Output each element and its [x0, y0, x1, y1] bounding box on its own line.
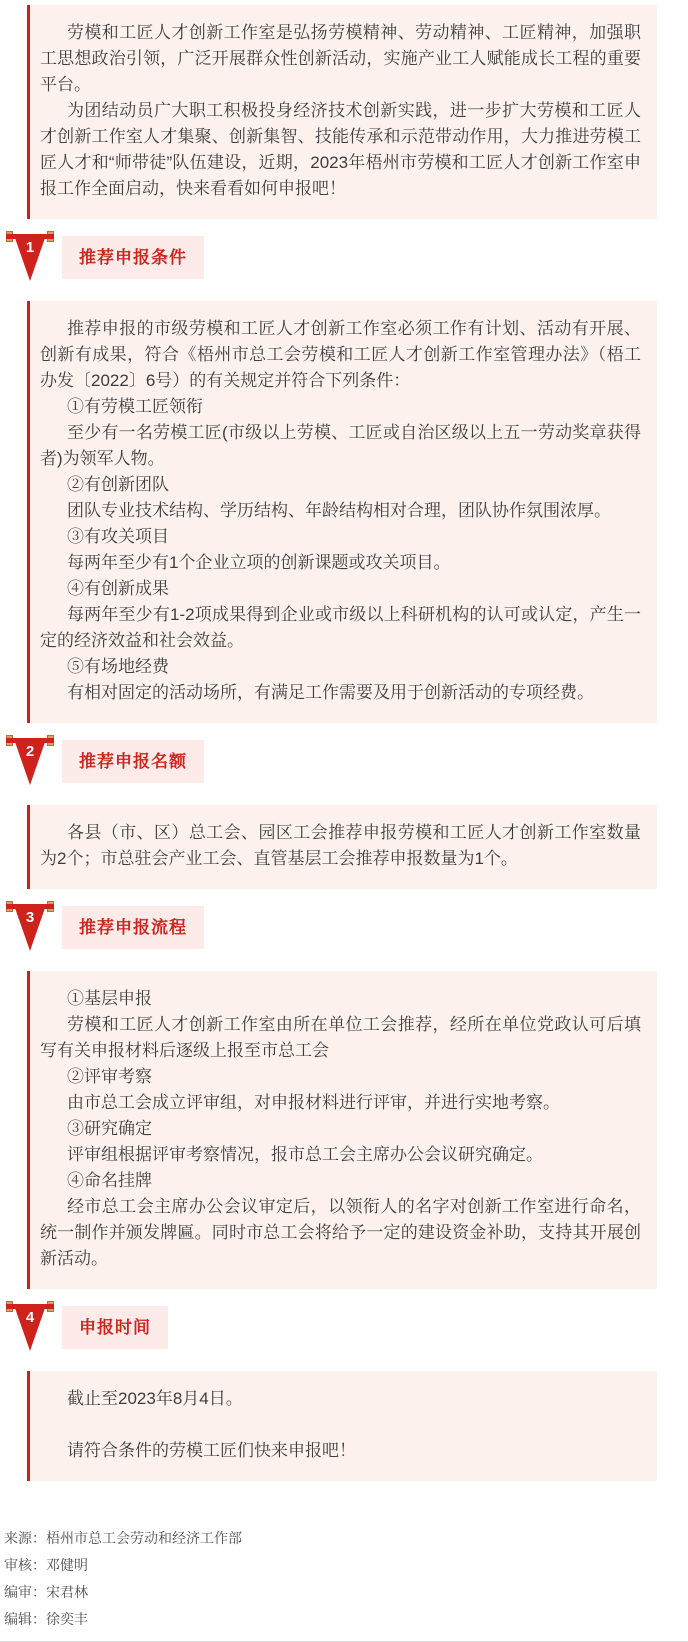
- section-title-label: 推荐申报名额: [79, 752, 187, 771]
- body-paragraph: ⑤有场地经费: [67, 657, 169, 676]
- pennant-flag-icon: [6, 231, 54, 285]
- section-4-content: [27, 1371, 657, 1481]
- section-title: [62, 906, 204, 949]
- section-title-label: 推荐申报流程: [79, 918, 187, 937]
- intro-paragraph: 劳模和工匠人才创新工作室是弘扬劳模精神、劳动精神、工匠精神，加强职工思想政治引领，广泛开展群众性创新活动，实施产业工人赋能成长工程的重要平台。: [40, 23, 641, 94]
- section-2-content: [27, 805, 657, 889]
- section-title: [62, 236, 204, 279]
- section-number: 1: [25, 239, 35, 256]
- section-title: [62, 740, 204, 783]
- body-paragraph: 劳模和工匠人才创新工作室由所在单位工会推荐，经所在单位党政认可后填写有关申报材料后逐级上报至市总工会: [40, 1015, 641, 1060]
- body-paragraph: 截止至2023年8月4日。: [67, 1389, 243, 1408]
- body-paragraph: ③研究确定: [67, 1119, 152, 1138]
- intro-paragraph: 为团结动员广大职工积极投身经济技术创新实践，进一步扩大劳模和工匠人才创新工作室人才集聚、创新集智、技能传承和示范带动作用，大力推进劳模工匠人才和“师带徒”队伍建设，近期，2023年梧州市劳模和工匠人才创新工作室申报工作全面启动，快来看看如何申报吧！: [40, 101, 641, 198]
- section-title: [62, 1306, 168, 1349]
- body-paragraph: ①有劳模工匠领衔: [67, 397, 203, 416]
- section-title-label: 推荐申报条件: [79, 248, 187, 267]
- section-title-label: 申报时间: [79, 1318, 151, 1337]
- section-number: 2: [25, 743, 35, 760]
- section-1-header: [0, 231, 688, 287]
- body-paragraph: 每两年至少有1个企业立项的创新课题或攻关项目。: [67, 553, 451, 572]
- section-number: 4: [25, 1309, 35, 1326]
- intro-block: [27, 5, 657, 219]
- body-paragraph: 有相对固定的活动场所，有满足工作需要及用于创新活动的专项经费。: [67, 683, 594, 702]
- pennant-flag-icon: [6, 735, 54, 789]
- section-3-header: [0, 901, 688, 957]
- body-paragraph: 团队专业技术结构、学历结构、年龄结构相对合理，团队协作氛围浓厚。: [67, 501, 611, 520]
- credit-editor-in-chief: 编审：宋君林: [4, 1584, 88, 1600]
- credit-source: 来源：梧州市总工会劳动和经济工作部: [4, 1530, 242, 1546]
- body-paragraph: 每两年至少有1-2项成果得到企业或市级以上科研机构的认可或认定，产生一定的经济效益和社会效益。: [40, 605, 641, 650]
- section-4-header: [0, 1301, 688, 1357]
- pennant-flag-icon: [6, 901, 54, 955]
- body-paragraph: ②有创新团队: [67, 475, 169, 494]
- section-number: 3: [25, 909, 35, 926]
- section-2-header: [0, 735, 688, 791]
- body-paragraph: 推荐申报的市级劳模和工匠人才创新工作室必须工作有计划、活动有开展、创新有成果，符合《梧州市总工会劳模和工匠人才创新工作室管理办法》（梧工办发〔2022〕6号）的有关规定并符合下列条件：: [40, 319, 641, 390]
- body-paragraph: 各县（市、区）总工会、园区工会推荐申报劳模和工匠人才创新工作室数量为2个；市总驻会产业工会、直管基层工会推荐申报数量为1个。: [40, 823, 641, 868]
- section-1-content: [27, 301, 657, 723]
- pennant-flag-icon: [6, 1301, 54, 1355]
- credit-reviewer: 审核：邓健明: [4, 1557, 88, 1573]
- section-3-content: [27, 971, 657, 1289]
- body-paragraph: ④有创新成果: [67, 579, 169, 598]
- body-paragraph: 请符合条件的劳模工匠们快来申报吧！: [67, 1441, 356, 1460]
- body-paragraph: 评审组根据评审考察情况，报市总工会主席办公会议研究确定。: [67, 1145, 543, 1164]
- body-paragraph: ④命名挂牌: [67, 1171, 152, 1190]
- body-paragraph: ③有攻关项目: [67, 527, 169, 546]
- body-paragraph: ②评审考察: [67, 1067, 152, 1086]
- body-paragraph: 经市总工会主席办公会议审定后，以领衔人的名字对创新工作室进行命名，统一制作并颁发牌匾。同时市总工会将给予一定的建设资金补助，支持其开展创新活动。: [40, 1197, 641, 1268]
- body-paragraph: ①基层申报: [67, 989, 152, 1008]
- body-paragraph: 由市总工会成立评审组，对申报材料进行评审，并进行实地考察。: [67, 1093, 560, 1112]
- credits-footer: [4, 1525, 688, 1633]
- credit-editor: 编辑：徐奕丰: [4, 1611, 88, 1627]
- body-paragraph: 至少有一名劳模工匠(市级以上劳模、工匠或自治区级以上五一劳动奖章获得者)为领军人物。: [40, 423, 641, 468]
